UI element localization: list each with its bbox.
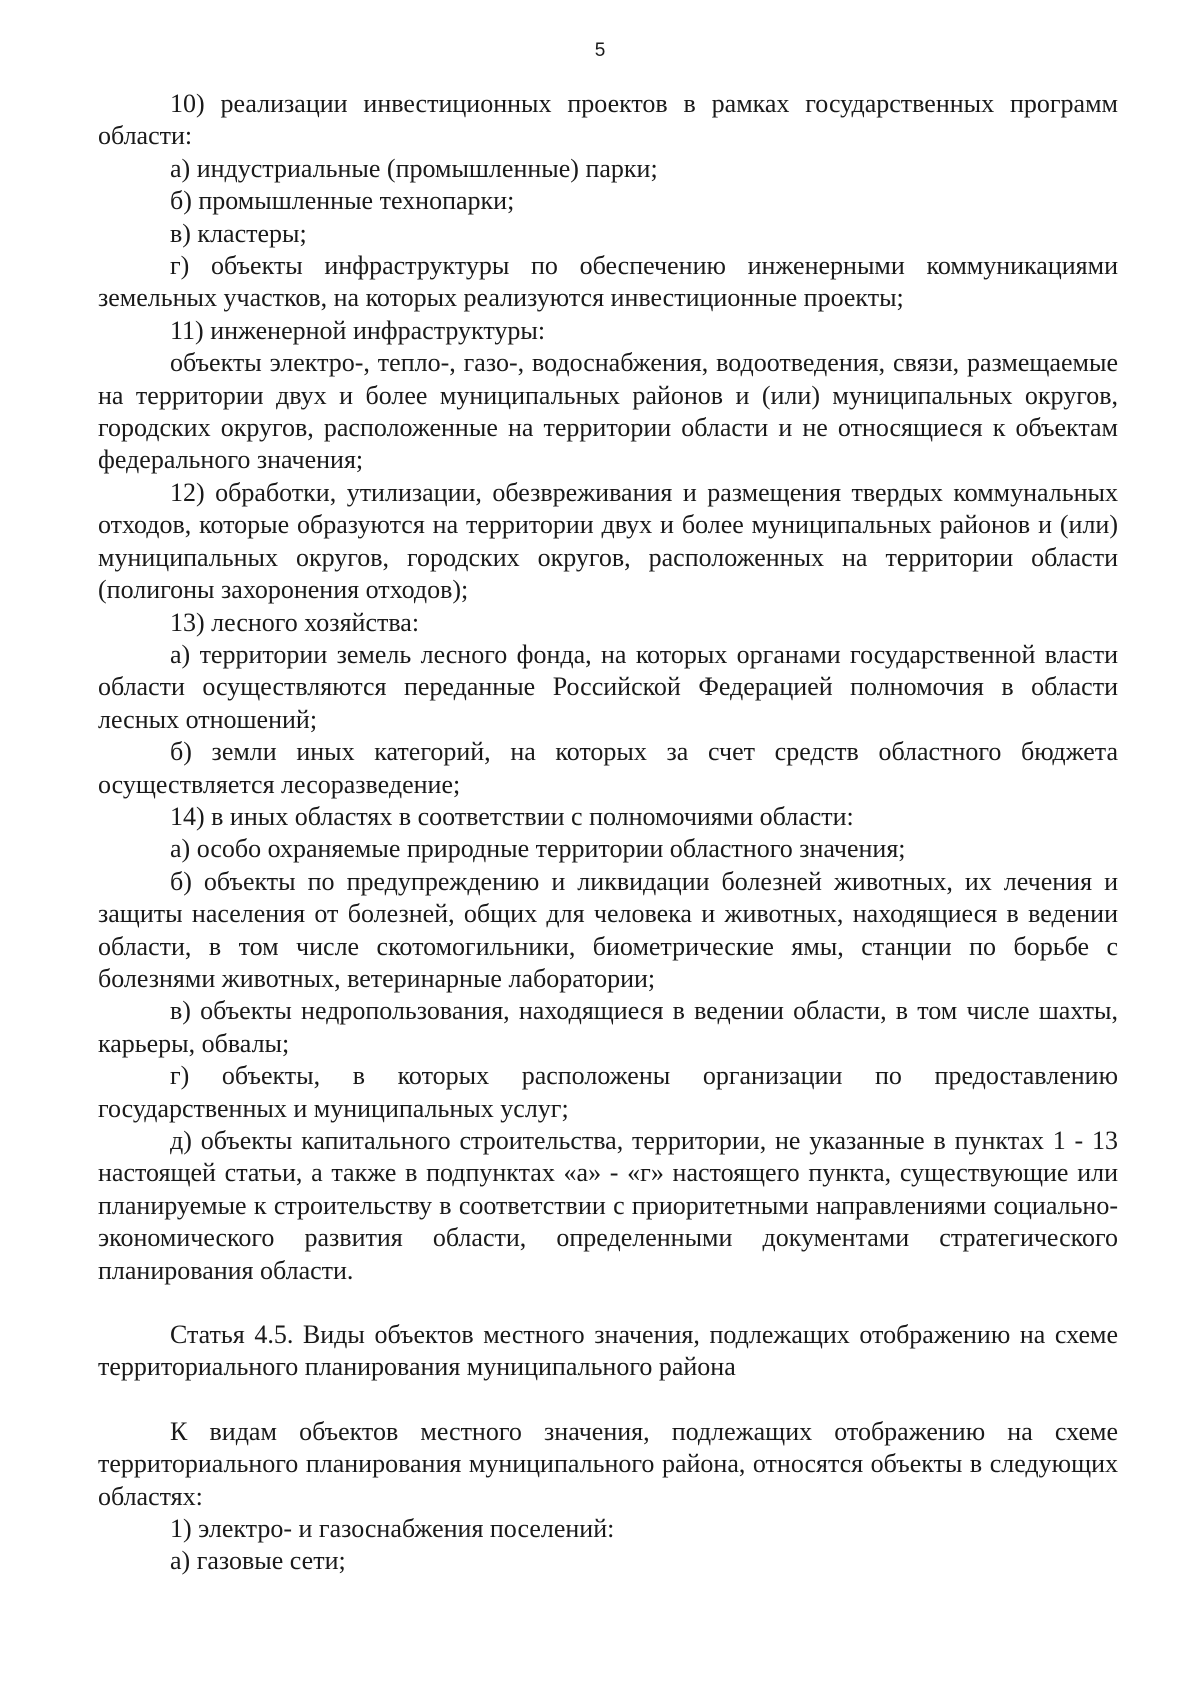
list-item: а) территории земель лесного фонда, на которых органами государственной власти области осуществляются переданные Российской Федерацией полномочия в области лесных отношений; bbox=[98, 639, 1118, 734]
list-item: 1) электро- и газоснабжения поселений: bbox=[170, 1514, 615, 1544]
list-item: г) объекты, в которых расположены организации по предоставлению государственных и муниципальных услуг; bbox=[98, 1061, 1118, 1123]
list-item: б) промышленные технопарки; bbox=[170, 186, 515, 216]
list-item: объекты электро-, тепло-, газо-, водоснабжения, водоотведения, связи, размещаемые на территории двух и более муниципальных районов и (или) муниципальных округов, городских округов, расположенные на территории области и не относящиеся к объектам федерального значения; bbox=[98, 348, 1118, 475]
list-item: 12) обработки, утилизации, обезвреживания и размещения твердых коммунальных отходов, которые образуются на территории двух и более муниципальных районов и (или) муниципальных округов, городских округов, расположенных на территории области (полигоны захоронения отходов); bbox=[98, 477, 1118, 605]
article-heading: Статья 4.5. Виды объектов местного значения, подлежащих отображению на схеме территориального планирования муниципального района bbox=[98, 1320, 1118, 1382]
list-item: 10) реализации инвестиционных проектов в рамках государственных программ области: bbox=[98, 89, 1118, 151]
list-item: г) объекты инфраструктуры по обеспечению инженерными коммуникациями земельных участков, на которых реализуются инвестиционные проекты; bbox=[98, 251, 1118, 313]
article-intro: К видам объектов местного значения, подлежащих отображению на схеме территориального планирования муниципального района, относятся объекты в следующих областях: bbox=[98, 1416, 1118, 1511]
list-item: 11) инженерной инфраструктуры: bbox=[170, 315, 546, 345]
list-item: 13) лесного хозяйства: bbox=[170, 607, 420, 637]
list-item: в) объекты недропользования, находящиеся в ведении области, в том числе шахты, карьеры, обвалы; bbox=[98, 996, 1118, 1058]
page-number: 5 bbox=[594, 40, 606, 61]
document-body bbox=[98, 88, 1118, 1578]
list-item: 14) в иных областях в соответствии с полномочиями области: bbox=[170, 801, 854, 831]
list-item: б) земли иных категорий, на которых за счет средств областного бюджета осуществляется лесоразведение; bbox=[98, 737, 1118, 799]
list-item: д) объекты капитального строительства, территории, не указанные в пунктах 1 - 13 настоящей статьи, а также в подпунктах «а» - «г» настоящего пункта, существующие или планируемые к строительству в соответствии с приоритетными направлениями социально-экономического развития области, определенными документами стратегического планирования области. bbox=[98, 1126, 1118, 1285]
list-item: а) особо охраняемые природные территории областного значения; bbox=[170, 834, 906, 864]
list-item: а) индустриальные (промышленные) парки; bbox=[170, 153, 658, 183]
list-item: а) газовые сети; bbox=[170, 1546, 346, 1576]
list-item: в) кластеры; bbox=[170, 218, 307, 248]
list-item: б) объекты по предупреждению и ликвидации болезней животных, их лечения и защиты населения от болезней, общих для человека и животных, находящиеся в ведении области, в том числе скотомогильники, биометрические ямы, станции по борьбе с болезнями животных, ветеринарные лаборатории; bbox=[98, 866, 1118, 993]
